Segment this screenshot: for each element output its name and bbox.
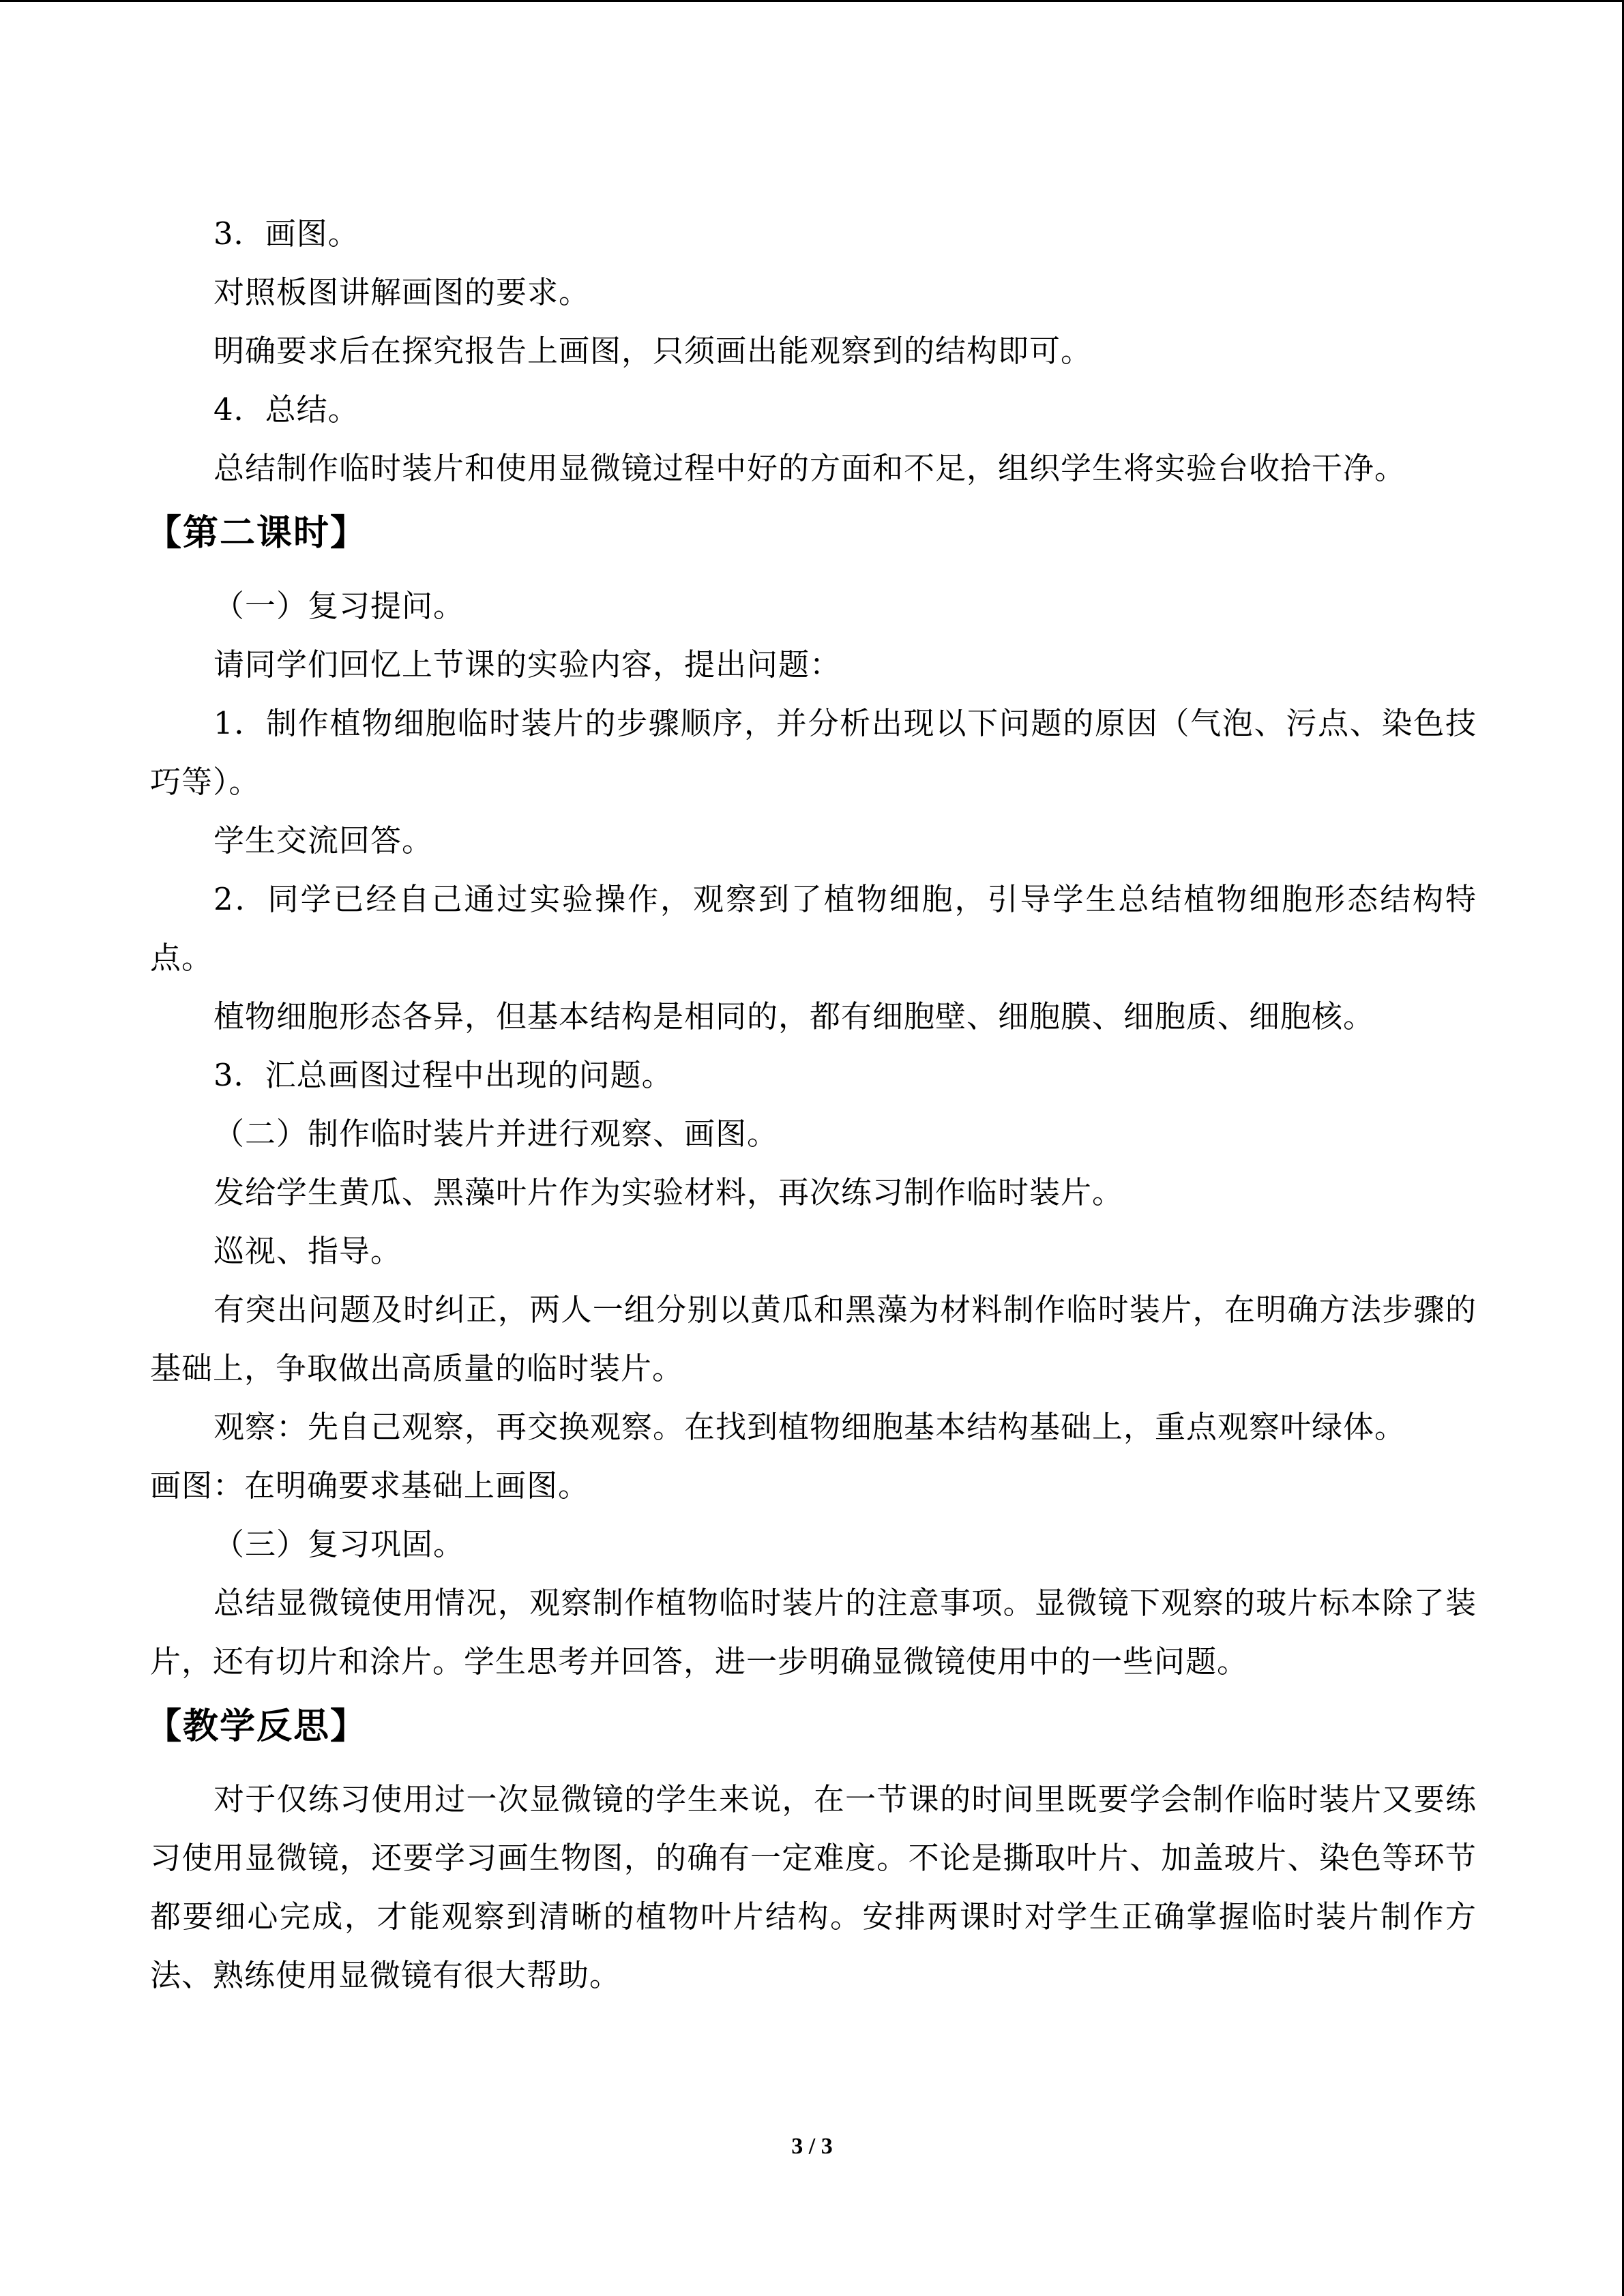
paragraph: 植物细胞形态各异，但基本结构是相同的，都有细胞壁、细胞膜、细胞质、细胞核。 <box>213 998 1375 1034</box>
section-heading-teaching-reflection: 【教学反思】 <box>146 1706 368 1747</box>
paragraph: 对照板图讲解画图的要求。 <box>213 274 591 310</box>
page-border-top <box>0 0 1624 2</box>
paragraph: 对于仅练习使用过一次显微镜的学生来说，在一节课的时间里既要学会制作临时装片又要练习使用显微镜，还要学习画生物图，的确有一定难度。不论是撕取叶片、加盖玻片、染色等环节都要细心完成，才能观察到清晰的植物叶片结构。安排两课时对学生正确掌握临时装片制作方法、熟练使用显微镜有很大帮助。 <box>150 1781 1477 1993</box>
spacer <box>150 569 1477 577</box>
paragraph: 3．画图。 <box>213 215 359 252</box>
paragraph: 4．总结。 <box>213 391 359 428</box>
paragraph: 3．汇总画图过程中出现的问题。 <box>213 1057 673 1093</box>
paragraph: 2．同学已经自己通过实验操作，观察到了植物细胞，引导学生总结植物细胞形态结构特点。 <box>150 881 1477 976</box>
paragraph: （二）制作临时装片并进行观察、画图。 <box>213 1116 779 1152</box>
paragraph: （一）复习提问。 <box>213 588 465 624</box>
paragraph: （三）复习巩固。 <box>213 1526 465 1562</box>
spacer <box>150 1762 1477 1770</box>
paragraph: 总结显微镜使用情况，观察制作植物临时装片的注意事项。显微镜下观察的玻片标本除了装片，还有切片和涂片。学生思考并回答，进一步明确显微镜使用中的一些问题。 <box>150 1585 1477 1680</box>
page-number: 3 / 3 <box>791 2134 833 2159</box>
paragraph: 请同学们回忆上节课的实验内容，提出问题： <box>213 646 842 683</box>
document-body <box>146 205 1477 2005</box>
section-heading-second-lesson: 【第二课时】 <box>146 513 368 554</box>
paragraph: 总结制作临时装片和使用显微镜过程中好的方面和不足，组织学生将实验台收拾干净。 <box>213 450 1406 486</box>
paragraph: 1．制作植物细胞临时装片的步骤顺序，并分析出现以下问题的原因（气泡、污点、染色技巧等）。 <box>150 705 1477 800</box>
paragraph: 巡视、指导。 <box>213 1233 402 1269</box>
paragraph-unindented: 画图：在明确要求基础上画图。 <box>150 1467 590 1504</box>
paragraph: 明确要求后在探究报告上画图，只须画出能观察到的结构即可。 <box>213 333 1093 369</box>
paragraph: 发给学生黄瓜、黑藻叶片作为实验材料，再次练习制作临时装片。 <box>213 1174 1124 1210</box>
paragraph: 有突出问题及时纠正，两人一组分别以黄瓜和黑藻为材料制作临时装片，在明确方法步骤的基础上，争取做出高质量的临时装片。 <box>150 1292 1477 1386</box>
paragraph: 学生交流回答。 <box>213 822 434 859</box>
paragraph: 观察：先自己观察，再交换观察。在找到植物细胞基本结构基础上，重点观察叶绿体。 <box>213 1409 1406 1445</box>
